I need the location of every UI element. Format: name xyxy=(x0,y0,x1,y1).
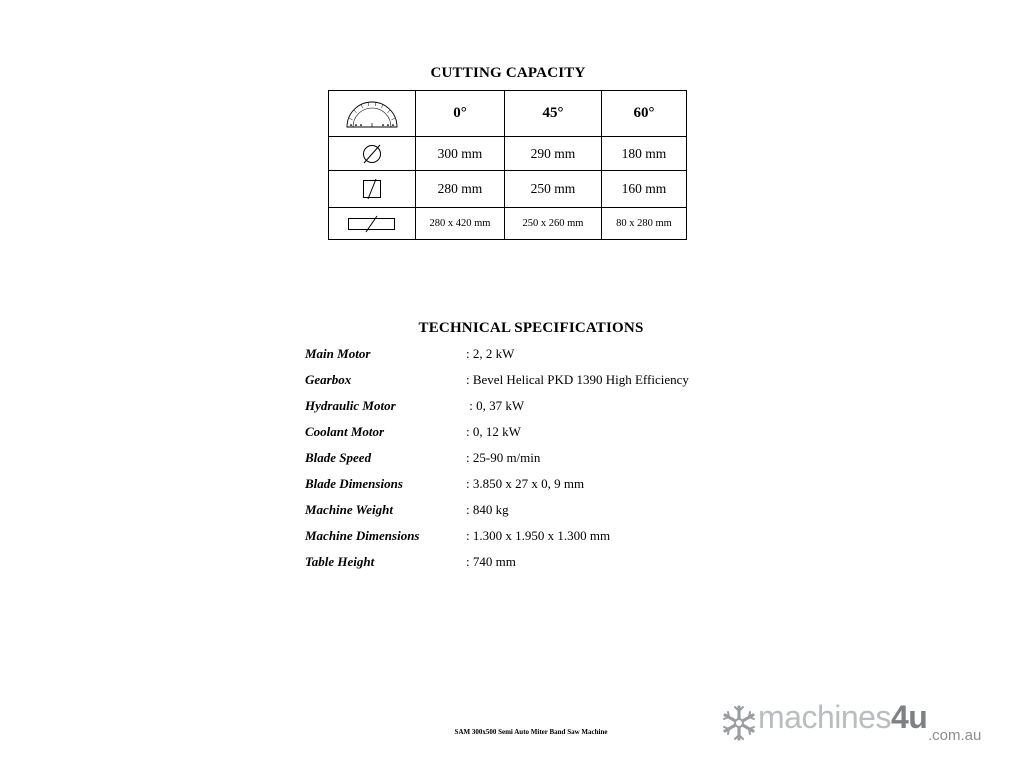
cutting-capacity-table xyxy=(328,90,687,240)
table-cell: 280 mm xyxy=(416,171,505,208)
spec-value: : Bevel Helical PKD 1390 High Efficiency xyxy=(466,372,689,387)
spec-value: : 25-90 m/min xyxy=(466,450,541,465)
table-cell: 180 mm xyxy=(602,137,687,171)
technical-specifications-title: TECHNICAL SPECIFICATIONS xyxy=(418,320,644,336)
spec-label: Main Motor xyxy=(305,346,371,361)
logo-domain: .com.au xyxy=(928,727,982,744)
table-cell: 160 mm xyxy=(602,171,687,208)
table-cell: 250 mm xyxy=(505,171,602,208)
table-cell: 250 x 260 mm xyxy=(505,208,602,240)
table-row xyxy=(329,171,687,208)
spec-label: Blade Speed xyxy=(305,450,372,465)
spec-label: Coolant Motor xyxy=(305,424,385,439)
spec-label: Table Height xyxy=(305,554,375,569)
spec-value: : 740 mm xyxy=(466,554,516,569)
table-row xyxy=(329,208,687,240)
spec-value: : 840 kg xyxy=(466,502,509,517)
rectangle-section-icon xyxy=(347,215,397,233)
angle-0-header: 0° xyxy=(416,91,505,137)
square-section-icon xyxy=(360,177,384,201)
spec-value: : 0, 37 kW xyxy=(466,398,525,413)
spec-label: Machine Dimensions xyxy=(305,528,420,543)
logo-name: machines xyxy=(758,699,891,735)
table-cell: 80 x 280 mm xyxy=(602,208,687,240)
round-section-icon xyxy=(360,142,384,166)
document-footer: SAM 300x500 Semi Auto Miter Band Saw Machine xyxy=(454,728,608,736)
table-row xyxy=(329,137,687,171)
table-header-row xyxy=(329,91,687,137)
protractor-icon xyxy=(344,99,400,129)
shape-cell xyxy=(329,208,416,240)
spec-label: Gearbox xyxy=(305,372,352,387)
shape-cell xyxy=(329,171,416,208)
angle-icon-cell xyxy=(329,91,416,137)
machines4u-logo[interactable] xyxy=(722,701,992,745)
table-cell: 280 x 420 mm xyxy=(416,208,505,240)
spec-value: : 1.300 x 1.950 x 1.300 mm xyxy=(466,528,611,543)
angle-45-header: 45° xyxy=(505,91,602,137)
spec-label: Hydraulic Motor xyxy=(305,398,396,413)
table-cell: 290 mm xyxy=(505,137,602,171)
snowflake-logo-icon xyxy=(722,703,756,743)
logo-wordmark xyxy=(758,701,927,733)
logo-number: 4u xyxy=(890,699,928,735)
spec-value: : 2, 2 kW xyxy=(466,346,515,361)
spec-label: Machine Weight xyxy=(305,502,394,517)
spec-value: : 3.850 x 27 x 0, 9 mm xyxy=(466,476,585,491)
spec-value: : 0, 12 kW xyxy=(466,424,521,439)
cutting-capacity-title: CUTTING CAPACITY xyxy=(430,65,586,81)
spec-label: Blade Dimensions xyxy=(305,476,403,491)
angle-60-header: 60° xyxy=(602,91,687,137)
shape-cell xyxy=(329,137,416,171)
table-cell: 300 mm xyxy=(416,137,505,171)
